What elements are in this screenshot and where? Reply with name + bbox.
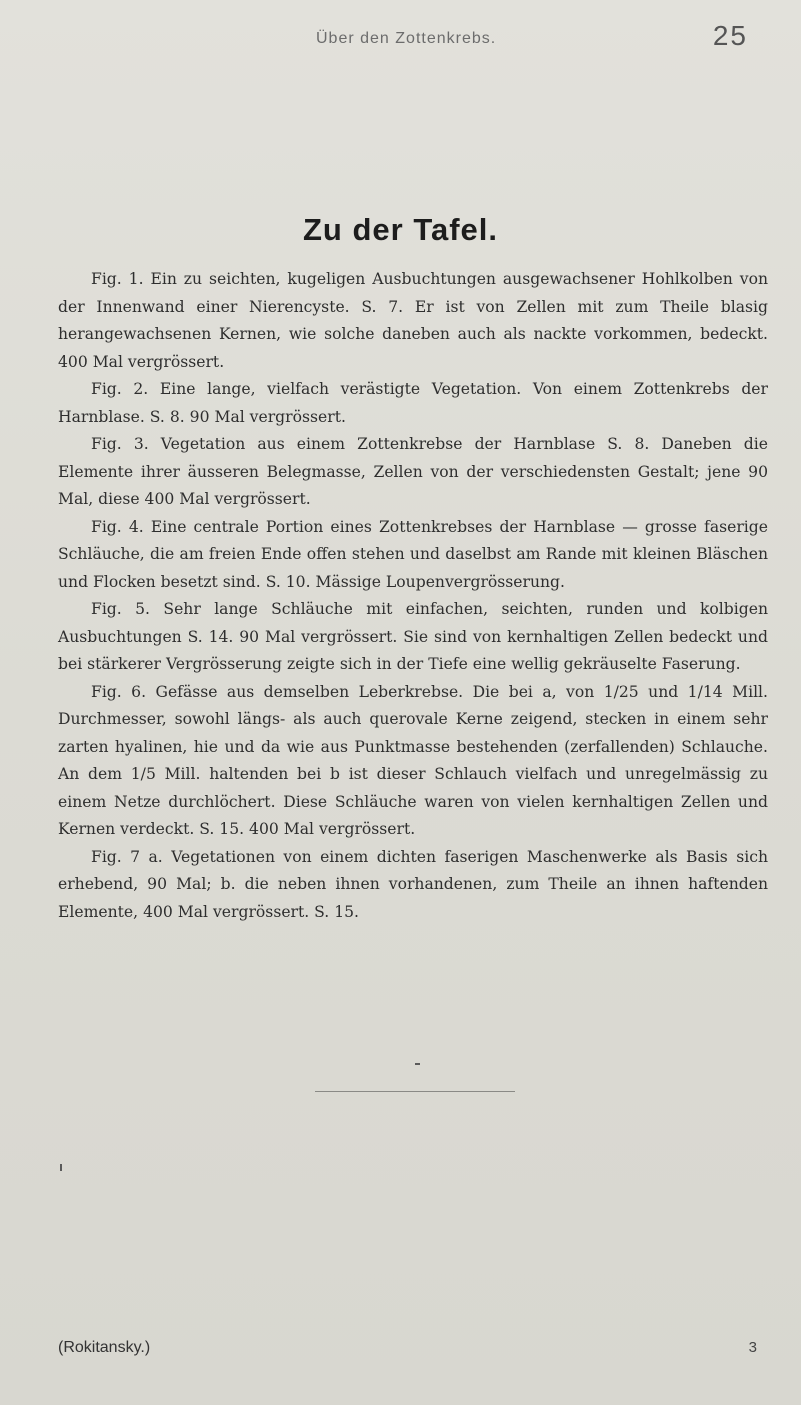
page-number: 25 xyxy=(712,20,748,51)
section-title: Zu der Tafel. xyxy=(302,212,498,247)
section-divider xyxy=(315,1091,515,1092)
page-header xyxy=(0,20,801,60)
running-head: Über den Zottenkrebs. xyxy=(316,30,497,47)
ink-speck xyxy=(415,1063,420,1065)
caption-fig-3: Fig. 3. Vegetation aus einem Zottenkrebse der Harnblase S. 8. Daneben die Elemente ihrer äusseren Belegmasse, Zellen von der verschiedensten Gestalt; jene 90 Mal, diese 400 Mal vergrössert. xyxy=(58,435,768,508)
ink-speck xyxy=(60,1164,62,1171)
author-note: (Rokitansky.) xyxy=(58,1339,151,1356)
caption-fig-7: Fig. 7 a. Vegetationen von einem dichten faserigen Maschenwerke als Basis sich erhebend, 90 Mal; b. die neben ihnen vorhandenen, zum Theile an ihnen haftenden Elemente, 400 Mal vergrössert. S. 15. xyxy=(58,847,768,921)
caption-fig-4: Fig. 4. Eine centrale Portion eines Zottenkrebses der Harnblase — grosse faserige Schläuche, die am freien Ende offen stehen und daselbst am Rande mit kleinen Bläschen und Flocken besetzt sind. S. 10. Mässige Loupenvergrösserung. xyxy=(58,517,768,591)
caption-fig-2: Fig. 2. Eine lange, vielfach verästigte Vegetation. Von einem Zottenkrebs der Harnblase. S. 8. 90 Mal vergrössert. xyxy=(58,380,768,426)
figure-captions xyxy=(58,266,768,926)
caption-fig-1: Fig. 1. Ein zu seichten, kugeligen Ausbuchtungen ausgewachsener Hohlkolben von der Innenwand einer Nierencyste. S. 7. Er ist von Zellen mit zum Theile blasig herangewachsenen Kernen, wie solche daneben auch als nackte vorkommen, bedeckt. 400 Mal vergrössert. xyxy=(58,270,768,371)
signature-mark: 3 xyxy=(748,1339,757,1356)
caption-fig-5: Fig. 5. Sehr lange Schläuche mit einfachen, seichten, runden und kolbigen Ausbuchtungen S. 14. 90 Mal vergrössert. Sie sind von kernhaltigen Zellen bedeckt und bei stärkerer Vergrösserung zeigte sich in der Tiefe eine wellig gekräuselte Faserung. xyxy=(58,600,768,673)
caption-fig-6: Fig. 6. Gefässe aus demselben Leberkrebse. Die bei a, von 1/25 und 1/14 Mill. Durchmesser, sowohl längs- als auch querovale Kerne zeigend, stecken in einem sehr zarten hyalinen, hie und da wie aus Punktmasse bestehenden (zerfallenden) Schlauche. An dem 1/5 Mill. haltenden bei b ist dieser Schlauch vielfach und unregelmässig zu einem Netze durchlöchert. Diese Schläuche waren von vielen kernhaltigen Zellen und Kernen verdeckt. S. 15. 400 Mal vergrössert. xyxy=(58,682,768,838)
